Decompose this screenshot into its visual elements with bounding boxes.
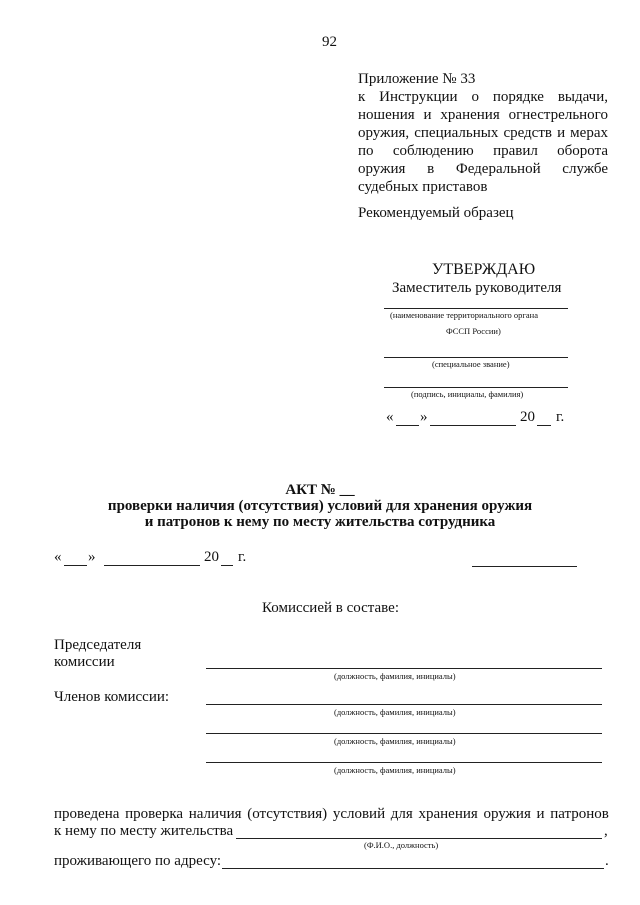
members-label: Членов комиссии: [54,689,170,705]
fio-line [236,838,602,839]
member-caption-1: (должность, фамилия, инициалы) [334,707,456,717]
appendix-title: Приложение № 33 [358,71,476,87]
rank-caption: (специальное звание) [432,359,510,369]
act-date-open: « [54,549,62,565]
appendix-line: оружия, специальных средств и мерах [358,125,608,141]
chairman-caption: (должность, фамилия, инициалы) [334,671,456,681]
member-caption-3: (должность, фамилия, инициалы) [334,765,456,775]
signature-caption: (подпись, инициалы, фамилия) [411,389,524,399]
fio-caption: (Ф.И.О., должность) [364,840,439,850]
org-caption-2: ФССП России) [446,326,501,336]
act-title: АКТ № __ [285,482,355,498]
approval-month-line [430,425,516,426]
chairman-label-1: Председателя [54,637,142,653]
approval-date-open: « [386,409,394,425]
approval-position: Заместитель руководителя [392,280,562,296]
act-subtitle-1: проверки наличия (отсутствия) условий для хранения оружия [107,498,533,514]
body-line-1: проведена проверка наличия (отсутствия) условий для хранения оружия и патронов [54,806,609,822]
org-line [384,308,568,309]
signature-line [384,387,568,388]
appendix-line: оружия в Федеральной службе [358,161,608,177]
approval-date-close: » [420,409,428,425]
appendix-line: по соблюдению правил оборота [358,143,608,159]
body-line-2-start: к нему по месту жительства [54,823,234,839]
act-subtitle-2: и патронов к нему по месту жительства сотрудника [144,514,496,530]
act-day-line [64,565,87,566]
member-line-3 [206,762,602,763]
appendix-line: к Инструкции о порядке выдачи, [358,89,608,105]
address-line [222,868,604,869]
act-year-suffix: г. [238,549,247,565]
body-line-3-start: проживающего по адресу: [54,853,222,869]
recommended-sample: Рекомендуемый образец [358,205,514,221]
approval-day-line [396,425,419,426]
member-line-2 [206,733,602,734]
member-caption-2: (должность, фамилия, инициалы) [334,736,456,746]
chairman-label-2: комиссии [54,654,115,670]
approval-year-prefix: 20 [520,409,535,425]
approval-year-line [537,425,551,426]
approval-title: УТВЕРЖДАЮ [432,261,536,278]
body-line-2-end: , [604,823,608,839]
act-date-close: » [88,549,96,565]
commission-heading: Комиссией в составе: [262,600,400,616]
appendix-text [358,89,608,197]
appendix-line: судебных приставов [358,179,488,195]
org-caption-1: (наименование территориального органа [390,310,539,320]
member-line-1 [206,704,602,705]
act-place-line [472,566,577,567]
rank-line [384,357,568,358]
body-line-3-end: . [605,853,609,869]
appendix-line: ношения и хранения огнестрельного [358,107,608,123]
chairman-line [206,668,602,669]
page-number: 92 [322,34,337,50]
act-year-line [221,565,233,566]
approval-year-suffix: г. [556,409,565,425]
act-year-prefix: 20 [204,549,219,565]
act-month-line [104,565,200,566]
